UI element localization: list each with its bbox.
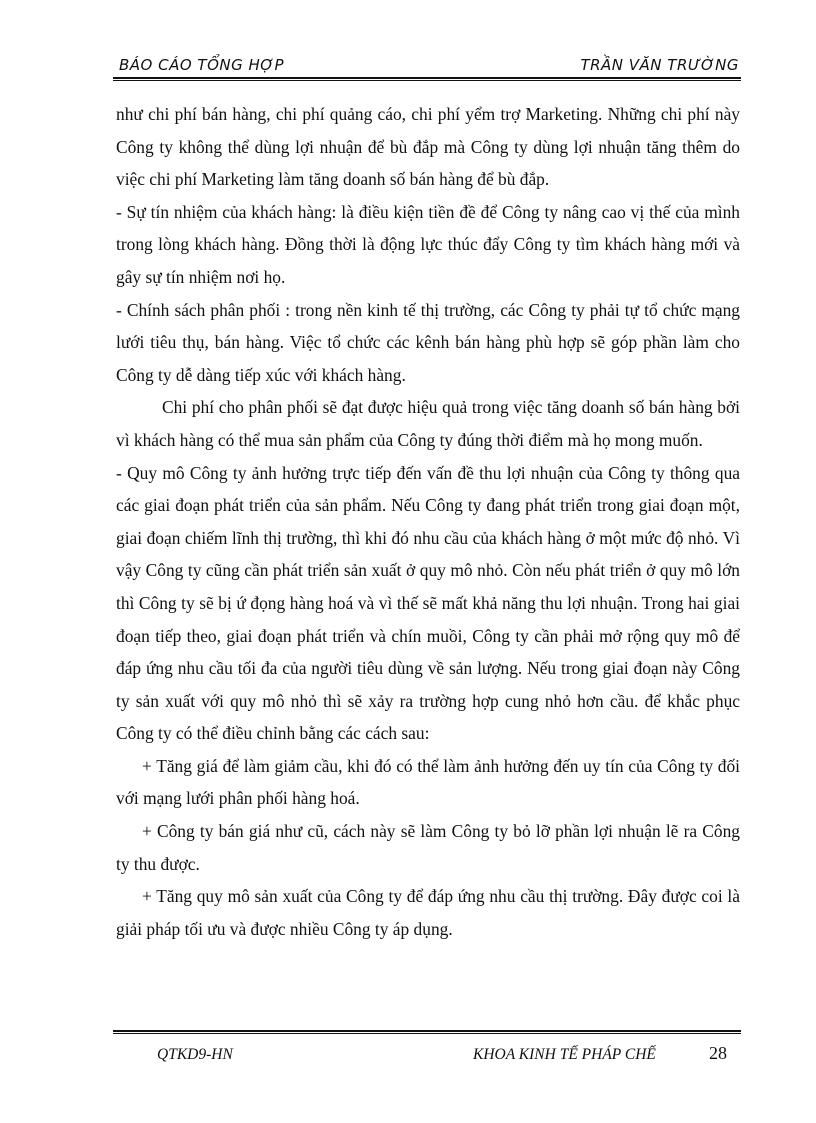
header-author-name: TRẦN VĂN TRƯỜNG (580, 56, 739, 74)
page-header (113, 50, 741, 80)
header-report-title: BÁO CÁO TỔNG HỢP (119, 56, 285, 74)
paragraph-option-raise-price: + Tăng giá để làm giảm cầu, khi đó có thể làm ảnh hưởng đến uy tín của Công ty đối với mạng lưới phân phối hàng hoá. (116, 755, 740, 809)
paragraph-company-scale: - Quy mô Công ty ảnh hưởng trực tiếp đến vấn đề thu lợi nhuận của Công ty thông qua các giai đoạn phát triển của sản phẩm. Nếu Công ty đang phát triển trong giai đoạn một, giai đoạn chiếm lĩnh thị trường, thì khi đó nhu cầu của khách hàng ở một mức độ nhỏ. Vì vậy Công ty cũng cần phát triển sản xuất ở quy mô nhỏ. Còn nếu phát triển ở quy mô lớn thì Công ty sẽ bị ứ đọng hàng hoá và vì thế sẽ mất khả năng thu lợi nhuận. Trong hai giai đoạn tiếp theo, giai đoạn phát triển và chín muồi, Công ty cần phải mở rộng quy mô để đáp ứng nhu cầu tối đa của người tiêu dùng về sản lượng. Nếu trong giai đoạn này Công ty sản xuất với quy mô nhỏ thì sẽ xảy ra trường hợp cung nhỏ hơn cầu. để khắc phục Công ty có thể điều chỉnh bằng các cách sau: (116, 462, 740, 744)
page-number: 28 (709, 1043, 727, 1063)
footer-faculty-name: KHOA KINH TẾ PHÁP CHẾ (473, 1046, 656, 1063)
paragraph-distribution-policy: - Chính sách phân phối : trong nền kinh tế thị trường, các Công ty phải tự tổ chức mạng lưới tiêu thụ, bán hàng. Việc tổ chức các kênh bán hàng phù hợp sẽ góp phần làm cho Công ty dễ dàng tiếp xúc với khách hàng. (116, 299, 740, 385)
document-body (116, 98, 740, 945)
footer-divider (113, 1030, 741, 1034)
header-divider (113, 77, 741, 81)
paragraph-marketing-costs: như chi phí bán hàng, chi phí quảng cáo, chi phí yểm trợ Marketing. Những chi phí này Công ty không thể dùng lợi nhuận để bù đắp mà Công ty dùng lợi nhuận tăng thêm do việc chi phí Marketing làm tăng doanh số bán hàng để bù đắp. (116, 104, 740, 190)
paragraph-distribution-costs: Chi phí cho phân phối sẽ đạt được hiệu quả trong việc tăng doanh số bán hàng bởi vì khách hàng có thể mua sản phẩm của Công ty đúng thời điểm mà họ mong muốn. (116, 397, 740, 450)
paragraph-option-keep-price: + Công ty bán giá như cũ, cách này sẽ làm Công ty bỏ lỡ phần lợi nhuận lẽ ra Công ty thu được. (116, 821, 740, 874)
footer-class-code: QTKD9-HN (157, 1046, 233, 1063)
paragraph-customer-trust: - Sự tín nhiệm của khách hàng: là điều kiện tiền đề để Công ty nâng cao vị thế của mình trong lòng khách hàng. Đồng thời là động lực thúc đẩy Công ty tìm khách hàng mới và gây sự tín nhiệm nơi họ. (116, 201, 740, 287)
paragraph-option-scale-up: + Tăng quy mô sản xuất của Công ty để đáp ứng nhu cầu thị trường. Đây được coi là giải pháp tối ưu và được nhiều Công ty áp dụng. (116, 886, 740, 939)
